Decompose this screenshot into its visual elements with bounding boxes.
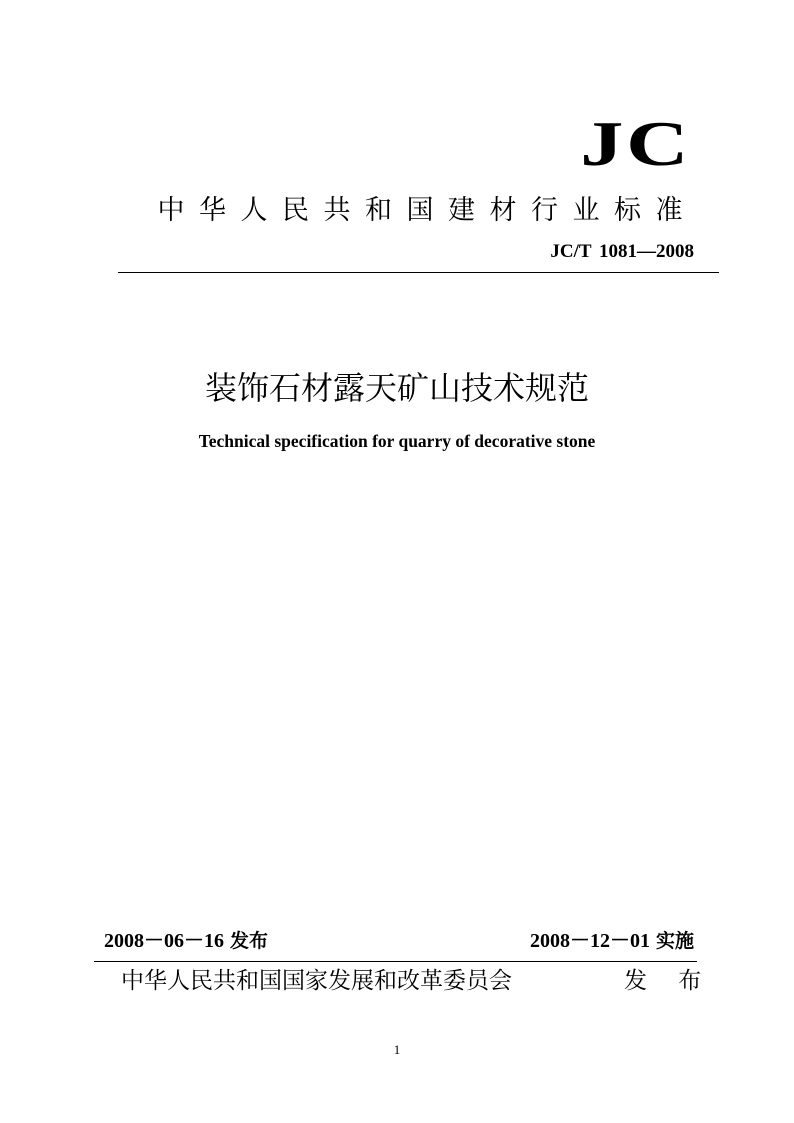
issue-date-line: [104, 928, 268, 954]
page-number: 1: [393, 1042, 401, 1057]
document-title-english: Technical specification for quarry of decorative stone: [198, 431, 596, 451]
document-title-chinese: 装饰石材露天矿山技术规范: [204, 369, 589, 407]
issue-label: 发布: [230, 930, 269, 952]
jc-logo: JC: [580, 108, 691, 179]
standard-code: JC/T 1081—2008: [550, 241, 694, 262]
implementation-date: 2008－12－01: [529, 930, 650, 952]
footer-divider: [94, 961, 697, 962]
issue-date: 2008－06－16: [104, 930, 224, 952]
implementation-date-line: [530, 928, 694, 954]
publish-label: 发 布: [624, 968, 714, 994]
implementation-label: 实施: [655, 930, 694, 952]
publisher-name: 中华人民共和国国家发展和改革委员会: [121, 968, 512, 994]
header-divider: [118, 272, 719, 273]
standard-category: 中华人民共和国建材行业标准: [157, 195, 697, 226]
